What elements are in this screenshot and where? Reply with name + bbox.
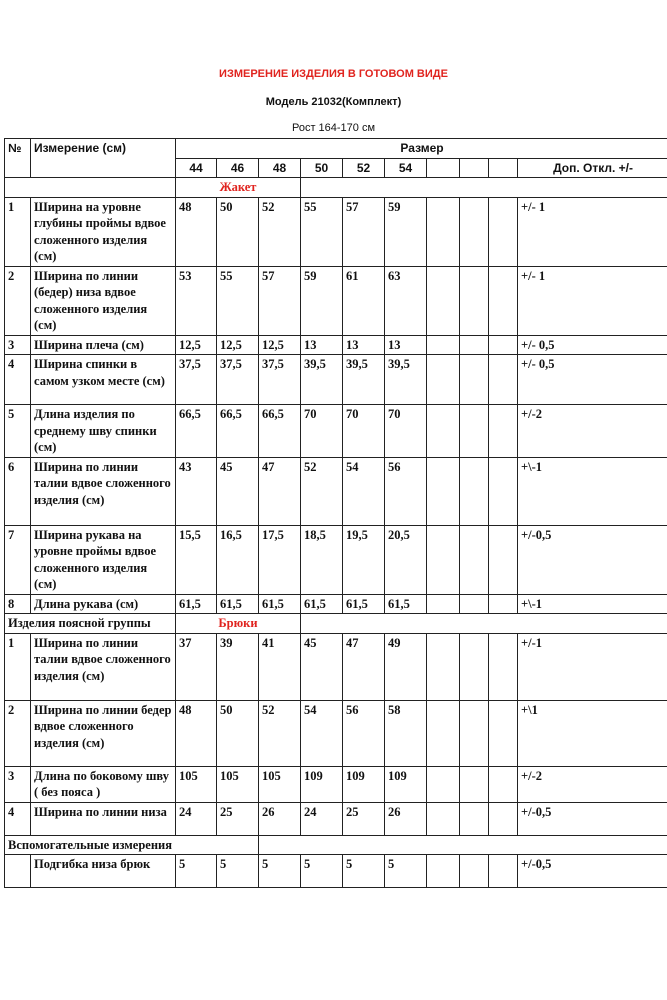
jacket-measurement-name: Ширина спинки в самом узком месте (см) [31,355,176,405]
empty-cell [489,633,518,700]
measurement-table [4,138,667,888]
trousers-row-number: 4 [5,802,31,835]
section-row-jacket [5,178,667,198]
jacket-value-size-50: 13 [301,335,343,355]
trousers-value-size-46: 39 [217,633,259,700]
jacket-value-size-54: 59 [385,197,427,266]
jacket-value-size-48: 57 [259,266,301,335]
section-trousers-label: Брюки [176,614,301,634]
aux-tolerance: +/-0,5 [518,855,667,888]
empty-cell [427,197,460,266]
empty-cell [489,266,518,335]
trousers-tolerance: +\1 [518,700,667,766]
jacket-row-number: 2 [5,266,31,335]
table-row [5,525,667,594]
empty-cell [460,405,489,458]
empty-cell [460,802,489,835]
trousers-measurement-name: Длина по боковому шву ( без пояса ) [31,766,176,802]
empty-cell [460,525,489,594]
table-row [5,266,667,335]
empty-cell [427,405,460,458]
jacket-measurement-name: Ширина рукава на уровне проймы вдвое сложенного изделия (см) [31,525,176,594]
jacket-value-size-44: 37,5 [176,355,217,405]
jacket-value-size-44: 12,5 [176,335,217,355]
trousers-value-size-44: 37 [176,633,217,700]
section-left-empty [5,178,176,198]
jacket-value-size-50: 39,5 [301,355,343,405]
section-right-empty [301,178,667,198]
jacket-row-number: 3 [5,335,31,355]
jacket-value-size-52: 13 [343,335,385,355]
trousers-value-size-54: 26 [385,802,427,835]
jacket-value-size-54: 61,5 [385,594,427,614]
empty-size-cell [460,158,489,178]
empty-cell [489,197,518,266]
jacket-row-number: 1 [5,197,31,266]
table-row [5,355,667,405]
empty-cell [460,633,489,700]
empty-cell [489,855,518,888]
jacket-row-number: 8 [5,594,31,614]
table-row [5,855,667,888]
header-size: Размер [176,139,667,159]
table-row [5,700,667,766]
trousers-value-size-52: 56 [343,700,385,766]
table-row [5,335,667,355]
section-right-empty [259,835,667,855]
empty-cell [489,355,518,405]
jacket-value-size-52: 61 [343,266,385,335]
empty-cell [489,594,518,614]
jacket-value-size-44: 48 [176,197,217,266]
jacket-measurement-name: Ширина по линии талии вдвое сложенного изделия (см) [31,457,176,525]
trousers-value-size-44: 105 [176,766,217,802]
jacket-row-number: 7 [5,525,31,594]
jacket-value-size-50: 70 [301,405,343,458]
document-title: ИЗМЕРЕНИЕ ИЗДЕЛИЯ В ГОТОВОМ ВИДЕ [219,68,448,80]
trousers-value-size-52: 25 [343,802,385,835]
jacket-value-size-46: 66,5 [217,405,259,458]
aux-value-size-44: 5 [176,855,217,888]
jacket-value-size-50: 61,5 [301,594,343,614]
size-header-50: 50 [301,158,343,178]
size-header-52: 52 [343,158,385,178]
height-label: Рост 164-170 см [291,122,376,134]
empty-cell [489,525,518,594]
jacket-value-size-46: 16,5 [217,525,259,594]
jacket-tolerance: +/- 1 [518,197,667,266]
trousers-value-size-46: 105 [217,766,259,802]
jacket-value-size-52: 61,5 [343,594,385,614]
jacket-value-size-54: 39,5 [385,355,427,405]
jacket-value-size-44: 53 [176,266,217,335]
trousers-value-size-48: 52 [259,700,301,766]
aux-value-size-48: 5 [259,855,301,888]
jacket-value-size-50: 18,5 [301,525,343,594]
jacket-value-size-46: 37,5 [217,355,259,405]
trousers-tolerance: +/-0,5 [518,802,667,835]
table-row [5,633,667,700]
empty-size-cell [427,158,460,178]
model-label: Модель 21032(Комплект) [265,96,402,108]
trousers-value-size-44: 24 [176,802,217,835]
table-row [5,594,667,614]
jacket-value-size-52: 57 [343,197,385,266]
jacket-value-size-46: 12,5 [217,335,259,355]
trousers-value-size-54: 49 [385,633,427,700]
empty-cell [460,197,489,266]
trousers-value-size-50: 54 [301,700,343,766]
trousers-value-size-52: 47 [343,633,385,700]
jacket-value-size-46: 45 [217,457,259,525]
header-tolerance: Доп. Откл. +/- [518,158,667,178]
aux-value-size-50: 5 [301,855,343,888]
empty-cell [460,457,489,525]
trousers-value-size-48: 41 [259,633,301,700]
empty-cell [460,355,489,405]
jacket-value-size-44: 15,5 [176,525,217,594]
table-row [5,457,667,525]
trousers-measurement-name: Ширина по линии талии вдвое сложенного изделия (см) [31,633,176,700]
empty-cell [427,457,460,525]
empty-cell [460,335,489,355]
jacket-value-size-50: 55 [301,197,343,266]
jacket-tolerance: +/- 0,5 [518,355,667,405]
size-header-46: 46 [217,158,259,178]
trousers-value-size-46: 25 [217,802,259,835]
trousers-row-number: 3 [5,766,31,802]
trousers-row-number: 1 [5,633,31,700]
jacket-value-size-48: 66,5 [259,405,301,458]
empty-cell [460,700,489,766]
jacket-tolerance: +/-0,5 [518,525,667,594]
empty-cell [489,766,518,802]
jacket-tolerance: +/- 1 [518,266,667,335]
jacket-tolerance: +\-1 [518,594,667,614]
trousers-value-size-54: 109 [385,766,427,802]
jacket-measurement-name: Ширина плеча (см) [31,335,176,355]
aux-row-number [5,855,31,888]
section-right-empty [301,614,667,634]
size-header-54: 54 [385,158,427,178]
empty-cell [489,405,518,458]
jacket-value-size-48: 17,5 [259,525,301,594]
trousers-value-size-50: 24 [301,802,343,835]
header-measurement: Измерение (см) [31,139,176,178]
jacket-value-size-48: 61,5 [259,594,301,614]
trousers-value-size-52: 109 [343,766,385,802]
jacket-value-size-54: 20,5 [385,525,427,594]
table-row [5,197,667,266]
jacket-value-size-52: 54 [343,457,385,525]
jacket-value-size-44: 61,5 [176,594,217,614]
jacket-value-size-52: 70 [343,405,385,458]
jacket-value-size-54: 70 [385,405,427,458]
empty-cell [427,766,460,802]
empty-cell [489,457,518,525]
section-row-aux [5,835,667,855]
jacket-value-size-44: 43 [176,457,217,525]
trousers-measurement-name: Ширина по линии бедер вдвое сложенного изделия (см) [31,700,176,766]
jacket-value-size-50: 59 [301,266,343,335]
jacket-value-size-48: 12,5 [259,335,301,355]
empty-cell [427,855,460,888]
trousers-row-number: 2 [5,700,31,766]
trousers-value-size-48: 26 [259,802,301,835]
jacket-measurement-name: Ширина по линии (бедер) низа вдвое сложенного изделия (см) [31,266,176,335]
jacket-value-size-54: 56 [385,457,427,525]
aux-measurements-label: Вспомогательные измерения [5,835,259,855]
table-row [5,405,667,458]
empty-cell [427,266,460,335]
empty-cell [489,802,518,835]
jacket-value-size-48: 47 [259,457,301,525]
table-row [5,766,667,802]
section-jacket-label: Жакет [176,178,301,198]
jacket-row-number: 5 [5,405,31,458]
trousers-value-size-44: 48 [176,700,217,766]
empty-cell [427,700,460,766]
trousers-value-size-50: 109 [301,766,343,802]
jacket-value-size-48: 52 [259,197,301,266]
jacket-tolerance: +\-1 [518,457,667,525]
jacket-measurement-name: Ширина на уровне глубины проймы вдвое сложенного изделия (см) [31,197,176,266]
size-header-44: 44 [176,158,217,178]
empty-cell [460,855,489,888]
empty-cell [427,594,460,614]
trousers-tolerance: +/-2 [518,766,667,802]
empty-cell [489,335,518,355]
aux-value-size-54: 5 [385,855,427,888]
empty-cell [427,355,460,405]
size-header-48: 48 [259,158,301,178]
jacket-value-size-44: 66,5 [176,405,217,458]
jacket-measurement-name: Длина рукава (см) [31,594,176,614]
trousers-value-size-48: 105 [259,766,301,802]
jacket-value-size-48: 37,5 [259,355,301,405]
empty-cell [460,766,489,802]
jacket-value-size-52: 19,5 [343,525,385,594]
jacket-row-number: 4 [5,355,31,405]
trousers-value-size-50: 45 [301,633,343,700]
jacket-value-size-52: 39,5 [343,355,385,405]
table-row [5,802,667,835]
jacket-tolerance: +/- 0,5 [518,335,667,355]
header-number: № [5,139,31,178]
aux-value-size-46: 5 [217,855,259,888]
jacket-value-size-46: 55 [217,266,259,335]
trousers-value-size-54: 58 [385,700,427,766]
empty-cell [427,525,460,594]
section-row-trousers [5,614,667,634]
empty-cell [427,633,460,700]
empty-cell [489,700,518,766]
aux-value-size-52: 5 [343,855,385,888]
empty-cell [427,335,460,355]
jacket-value-size-46: 61,5 [217,594,259,614]
jacket-value-size-46: 50 [217,197,259,266]
aux-measurement-name: Подгибка низа брюк [31,855,176,888]
empty-cell [460,594,489,614]
trousers-tolerance: +/-1 [518,633,667,700]
empty-size-cell [489,158,518,178]
jacket-tolerance: +/-2 [518,405,667,458]
empty-cell [427,802,460,835]
waist-group-label: Изделия поясной группы [5,614,176,634]
jacket-value-size-54: 63 [385,266,427,335]
jacket-row-number: 6 [5,457,31,525]
trousers-value-size-46: 50 [217,700,259,766]
jacket-measurement-name: Длина изделия по среднему шву спинки (см) [31,405,176,458]
jacket-value-size-54: 13 [385,335,427,355]
empty-cell [460,266,489,335]
trousers-measurement-name: Ширина по линии низа [31,802,176,835]
jacket-value-size-50: 52 [301,457,343,525]
